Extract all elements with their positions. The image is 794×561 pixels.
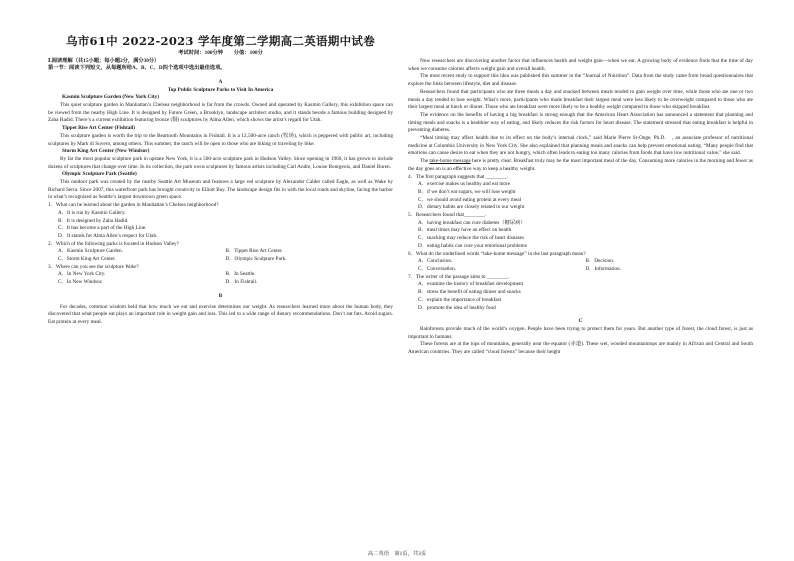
passage-a-title: Top Public Sculpture Parks to Visit In America	[167, 86, 274, 93]
exam-info: 考试时间：100分钟 分值：100分	[178, 50, 263, 56]
question-6-options-row-2	[418, 266, 753, 274]
question-4: 4．The first paragraph suggests that ________.	[408, 173, 509, 180]
passage-a-subhead-2: Tippet Rise Art Center (Fishtail)	[62, 125, 136, 132]
underlined-phrase: take-home message	[429, 158, 471, 165]
question-7: 7．The writer of the passage aims to ________.	[408, 273, 510, 280]
passage-a-subhead-3: Storm King Art Center (New Windsor)	[62, 148, 150, 155]
paragraph-7-end: here is pretty clear. Breakfast truly may be the most important meal of the day. Consuming more calories in the morning and fewer as the day goes on is an effective way to keep a healthy weight.	[408, 158, 753, 172]
question-5: 5．Researchers found that________.	[408, 212, 487, 219]
right-column	[408, 58, 753, 357]
question-7-option-a[interactable]: A．examine the history of breakfast development	[418, 281, 524, 288]
paragraph-7-start: The	[420, 158, 430, 165]
question-3-options-row-1	[58, 271, 393, 279]
question-5-option-b[interactable]: B．meal times may have an effect on health	[418, 227, 512, 234]
passage-b-paragraph-6: “Meal timing may affect health due to its effect on the body’s internal clock,” said Marie Pierre St-Onge, Ph.D. , an associate professor of nutritional medicine at Columbia University in New York City. She also explained that planning meals and snacks can help prevent emotional eating. “Many people find that emotions can cause desire to eat when they are not hungry, which often leads to eating too many calories from foods that have low nutritional value,” she said.	[408, 135, 753, 157]
question-3-text: 3．Where can you see the sculpture	[48, 263, 126, 270]
passage-a-letter: A	[218, 78, 223, 85]
passage-c-paragraph-2: These forests are at the tops of mountains, generally near the equator (赤道). These wet, wooded mountaintops are mainly in African and Central and South American countries. They are called “cloud forests” because their height	[408, 341, 753, 356]
question-3-option-b[interactable]: B．In Seattle.	[225, 271, 256, 278]
question-3-option-a[interactable]: A．In New York City.	[58, 271, 106, 278]
passage-a-subhead-1: Kasmin Sculpture Garden (New York City)	[62, 94, 159, 101]
question-6-option-b[interactable]: B．Decision.	[585, 258, 615, 265]
question-4-option-a[interactable]: A．exercise makes us healthy and eat more	[418, 181, 511, 188]
question-4-option-c[interactable]: C．we should avoid eating protein at every meal	[418, 196, 522, 203]
question-7-option-b[interactable]: B．stress the benefit of eating dinner and snacks	[418, 289, 521, 296]
passage-b-paragraph-4: Researchers found that participants who ate three meals a day and snacked between meals tended to gain weight over time, while those who ate one or two meals a day tended to lose weight. What’s more, participants who made breakfast their largest meal were less likely to be overweight compared to those who ate their largest meal at lunch or dinner. Those who ate breakfast were more likely to be a healthy weight compared to those who skipped breakfast.	[408, 88, 753, 111]
passage-b-paragraph-2: Now researchers are discovering another factor that influences health and weight gain—when we eat. A growing body of evidence finds that the time of day when we consume calories affects weight gain and overall health.	[408, 58, 753, 72]
section-heading: Ⅰ.阅读理解（共15小题；每小题2分，满分30分）	[48, 57, 160, 64]
passage-a-text-4: This outdoor park was created by the nearby Seattle Art Museum and features a large red sculpture by Alexander Calder called Eagle, as well as Wake by Richard Serra. Since 2007, this waterfront park has brought creativity to Elliott Bay. The landscape design fits in with the local roads and skyline, facing the harbor in what’s recognized as Seattle’s largest downtown green space.	[48, 179, 393, 201]
passage-b-paragraph-5: The evidence on the benefits of having a big breakfast is strong enough that the American Heart Association has announced a statement that planning and timing meals and snacks is a healthier way of eating, and likely reduces the risk factors for heart disease. The statement stressed that eating breakfast is helpful in preventing diabetes.	[408, 111, 753, 134]
question-4-option-d[interactable]: D．dietary habits are closely related to our weight	[418, 204, 525, 211]
passage-b-paragraph-3: The most recent study to support this idea was published this summer in the “Journal of Nutrition”. Data from the study came from broad questionnaires that explore the links between lifestyle, diet and disease.	[408, 73, 753, 88]
question-3-emphasis: Wake	[125, 263, 137, 270]
question-2-options-row-2	[58, 256, 393, 264]
exam-title: 乌市61中 2022-2023 学年度第二学期高二英语期中试卷	[65, 34, 376, 48]
question-6-options-row-1	[418, 258, 753, 266]
section-instructions: 第一节：阅读下列短文，从每题所给A、B、C、D四个选项中选出最佳选项。	[48, 65, 226, 72]
question-2-option-d[interactable]: D．Olympic Sculpture Park.	[225, 256, 287, 263]
passage-a-text-1: This quiet sculpture garden in Manhattan’s Chelsea neighborhood is far from the crowds. Owned and operated by Kasmin Gallery, this exhibition space can be viewed from the nearby High Line. It is designed by Future Green, a Brooklyn, landscape architect studio, and it stands beside a famous building designed by Zaha Hadid. There’s a current exhibition featuring bronze (铜) sculptures by Alma Allen, which shows the artist’s regard for Utah.	[48, 102, 393, 124]
question-1: 1．What can be learned about the garden in Manhattan’s Chelsea neighborhood?	[48, 202, 219, 209]
question-7-option-c[interactable]: C．explain the importance of breakfast	[418, 296, 502, 303]
question-2-option-a[interactable]: A．Kasmin Sculpture Garden.	[58, 248, 123, 255]
question-3-options-row-2	[58, 279, 393, 287]
question-5-option-d[interactable]: D．eating habits can cure your emotional problems	[418, 242, 527, 249]
question-6-option-a[interactable]: A．Conclusion.	[418, 258, 453, 265]
question-1-option-b[interactable]: B．It is designed by Zaha Hadid.	[58, 217, 129, 224]
question-2-option-c[interactable]: C．Storm King Art Center.	[58, 256, 116, 263]
question-2-options-row-1	[58, 248, 393, 256]
question-1-option-c[interactable]: C．It has become a part of the High Line.	[58, 225, 147, 232]
question-5-option-c[interactable]: C．snacking may reduce the risk of heart diseases	[418, 235, 524, 242]
passage-b-letter: B	[218, 292, 223, 299]
passage-a-subhead-4: Olympic Sculpture Park (Seattle)	[62, 171, 137, 178]
question-3-option-c[interactable]: C．In New Windsor.	[58, 279, 103, 286]
question-2: 2．Which of the following parks is located in Hudson Valley?	[48, 240, 179, 247]
question-6: 6．What do the underlined words “take-home message” in the last paragraph mean?	[408, 250, 586, 257]
passage-c-letter: C	[578, 318, 583, 325]
question-3	[48, 264, 393, 272]
left-column	[48, 34, 393, 327]
question-1-option-a[interactable]: A．It is run by Kasmin Gallery.	[58, 209, 126, 216]
passage-a-text-3: By far the most popular sculpture park in upstate New York, it is a 500-acre sculpture park in Hudson Valley. Since opening in 1960, it has grown to include dozens of sculptures that change over time. In its collection, the park owns sculptures by famous artists including Carl Andre, Louise Bourgeois, and Daniel Buren.	[48, 155, 393, 170]
passage-b-paragraph-1: For decades, common wisdom held that how much we eat and exercise determines our weight. As researchers learned more about the human body, they discovered that what people eat plays an important role in weight gain and loss. This led to a wide range of dietary recommendations. Don’t eat fats. Avoid sugars. Eat protein at every meal.	[48, 303, 393, 325]
question-3-end: ?	[136, 263, 139, 270]
page-footer: 高二英语 第1页，共3页	[367, 551, 427, 557]
passage-b-paragraph-7	[408, 158, 753, 173]
question-1-option-d[interactable]: D．It stands for Alma Allen’s respect for Utah.	[58, 232, 158, 239]
question-4-option-b[interactable]: B．if we don’t eat sugars, we will lose weight	[418, 188, 516, 195]
question-5-option-a[interactable]: A．having breakfast can cure diabetes（糖尿病）	[418, 219, 526, 226]
passage-a-text-2: This sculpture garden is worth the trip to the Beartooth Mountains in Fishtail. It is a 12,500-acre ranch (牧场), which is peppered with public art, including sculptures by Mark di Suvero, among others. This summer, the ranch will be open to those who are hiking or traveling by bike.	[48, 132, 393, 147]
question-2-option-b[interactable]: B．Tippet Rise Art Center.	[225, 248, 283, 255]
question-6-option-c[interactable]: C．Conversation.	[418, 265, 457, 272]
question-6-option-d[interactable]: D．Information.	[585, 265, 621, 272]
question-3-option-d[interactable]: D．In Fishtail.	[225, 279, 258, 286]
question-7-option-d[interactable]: D．promote the idea of healthy food	[418, 304, 496, 311]
passage-c-paragraph-1: Rainforests provide much of the world’s oxygen. People have been trying to protect them for years. But another type of forest, the cloud forest, is just as important to humans.	[408, 325, 753, 340]
